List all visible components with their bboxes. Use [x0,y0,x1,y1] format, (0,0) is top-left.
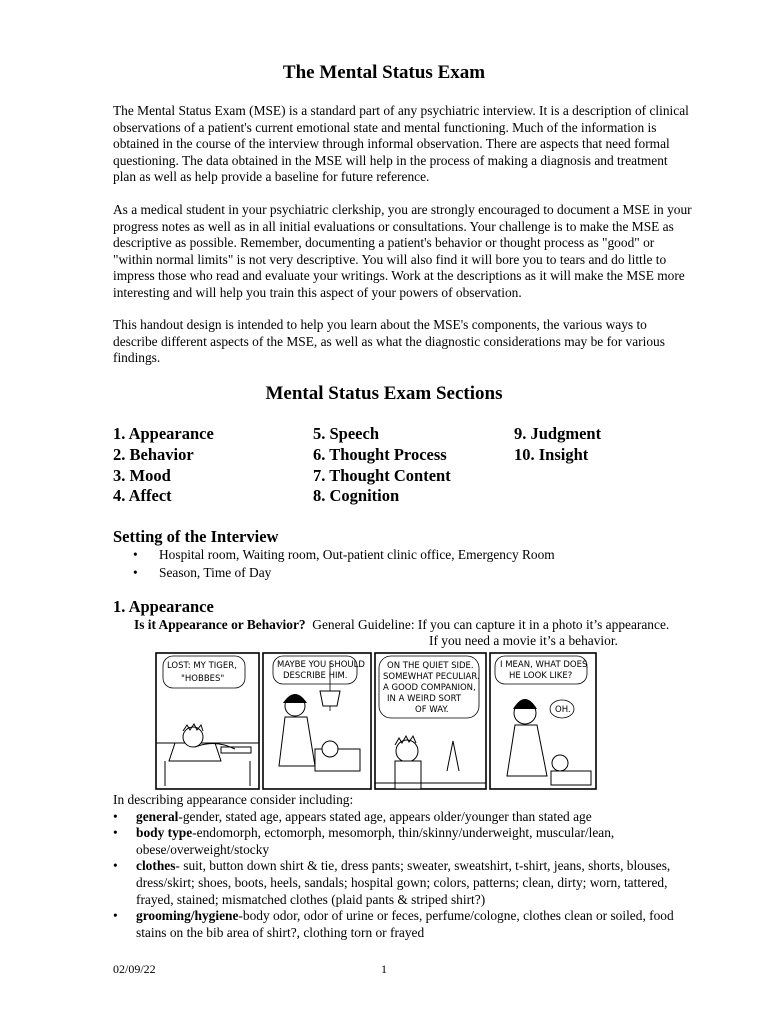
comic-caption: OF WAY. [415,705,449,715]
bullet-icon: • [113,825,118,841]
description-intro: In describing appearance consider including: [113,792,354,807]
setting-list [113,546,555,582]
bullet-icon: • [113,808,118,824]
list-item: • Season, Time of Day [133,565,272,580]
comic-panel-2 [263,653,371,789]
comic-panel-4 [490,653,596,789]
comic-caption: "HOBBES" [181,674,225,684]
intro-paragraph-1: The Mental Status Exam (MSE) is a standard part of any psychiatric interview. It is a description of clinical observations of a patient's current emotional state and mental functioning. Much of the information is obtained in the course of the interview through informal observation. There are aspects that need formal questioning. The data obtained in the MSE will help in the process of making a diagnosis and treatment plan as well as help provide a baseline for future reference. [113,103,689,185]
appearance-guideline [134,616,669,634]
section-item: 2. Behavior [113,444,194,464]
section-item: 3. Mood [113,465,171,485]
sections-title: Mental Status Exam Sections [265,383,503,404]
list-item: • general-gender, stated age, appears stated age, appears older/younger than stated age [113,808,592,824]
bullet-icon: • [133,565,138,580]
sections-column-3 [514,424,601,466]
section-item: 6. Thought Process [313,444,447,464]
bullet-icon: • [113,858,118,874]
comic-caption: LOST: MY TIGER, [167,661,237,671]
comic-caption: DESCRIBE HIM. [283,671,348,681]
comic-caption: HE LOOK LIKE? [509,671,573,681]
comic-caption: MAYBE YOU SHOULD [277,660,365,670]
comic-caption: IN A WEIRD SORT [387,694,462,704]
list-item: • clothes- suit, button down shirt & tie, dress pants; sweater, sweatshirt, t-shirt, jeans, shorts, blouses, dress/skirt; shoes, boots, heels, sandals; hospital gown; colors, patterns; clean, dirty; worn, tattered, frayed, stained; mismatched clothes (plaid pants & striped shirt?) [113,858,671,907]
section-item: 5. Speech [313,424,379,443]
list-item: • body type-endomorph, ectomorph, mesomorph, thin/skinny/underweight, muscular/lean, obese/overweight/stocky [113,825,615,857]
bullet-icon: • [113,908,118,924]
sections-column-2 [313,424,451,507]
comic-panel-3 [375,653,486,789]
section-item: 1. Appearance [113,424,214,443]
guideline-line-2: If you need a movie it’s a behavior. [429,633,618,648]
appearance-question: Is it Appearance or Behavior? [134,617,306,632]
comic-caption: I MEAN, WHAT DOES [500,660,588,670]
comic-caption: ON THE QUIET SIDE. [387,661,474,671]
section-item: 9. Judgment [514,424,602,443]
page-number: 1 [381,962,387,976]
page-title: The Mental Status Exam [282,62,486,83]
sections-column-1 [113,424,214,507]
section-item: 8. Cognition [313,486,400,506]
bullet-icon: • [133,547,138,562]
comic-caption: SOMEWHAT PECULIAR. [383,672,480,682]
comic-panel-1 [156,653,259,789]
list-item: • Hospital room, Waiting room, Out-patient clinic office, Emergency Room [133,547,555,562]
footer-date: 02/09/22 [113,962,156,976]
intro-paragraph-3: This handout design is intended to help you learn about the MSE's components, the various ways to describe different aspects of the MSE, as well as what the diagnostic considerations may be for various findings. [113,317,665,366]
comic-strip-image [155,651,597,791]
comic-caption: A GOOD COMPANION, [383,683,476,693]
list-item: • grooming/hygiene-body odor, odor of urine or feces, perfume/cologne, clothes clean or soiled, food stains on the bib area of shirt?, clothing torn or frayed [113,908,674,940]
intro-paragraph-2: As a medical student in your psychiatric clerkship, you are strongly encouraged to document a MSE in your progress notes as well as in all initial evaluations or consultations. Your challenge is to make the MSE as descriptive as possible. Remember, documenting a patient's behavior or thought process as "good" or "within normal limits" is not very descriptive. You will also find it will bore you to tears and do little to impress those who read and evaluate your writings. Work at the descriptions as it will make the MSE more interesting and will help you train this aspect of your powers of observation. [113,202,692,300]
section-item: 4. Affect [113,486,172,506]
appearance-heading: 1. Appearance [113,597,214,616]
guideline-line-1: General Guideline: If you can capture it in a photo it’s appearance. [312,617,670,632]
setting-heading: Setting of the Interview [113,527,279,546]
appearance-description [113,792,693,941]
comic-caption: OH. [555,705,571,715]
section-item: 7. Thought Content [313,465,451,485]
section-item: 10. Insight [514,444,589,464]
